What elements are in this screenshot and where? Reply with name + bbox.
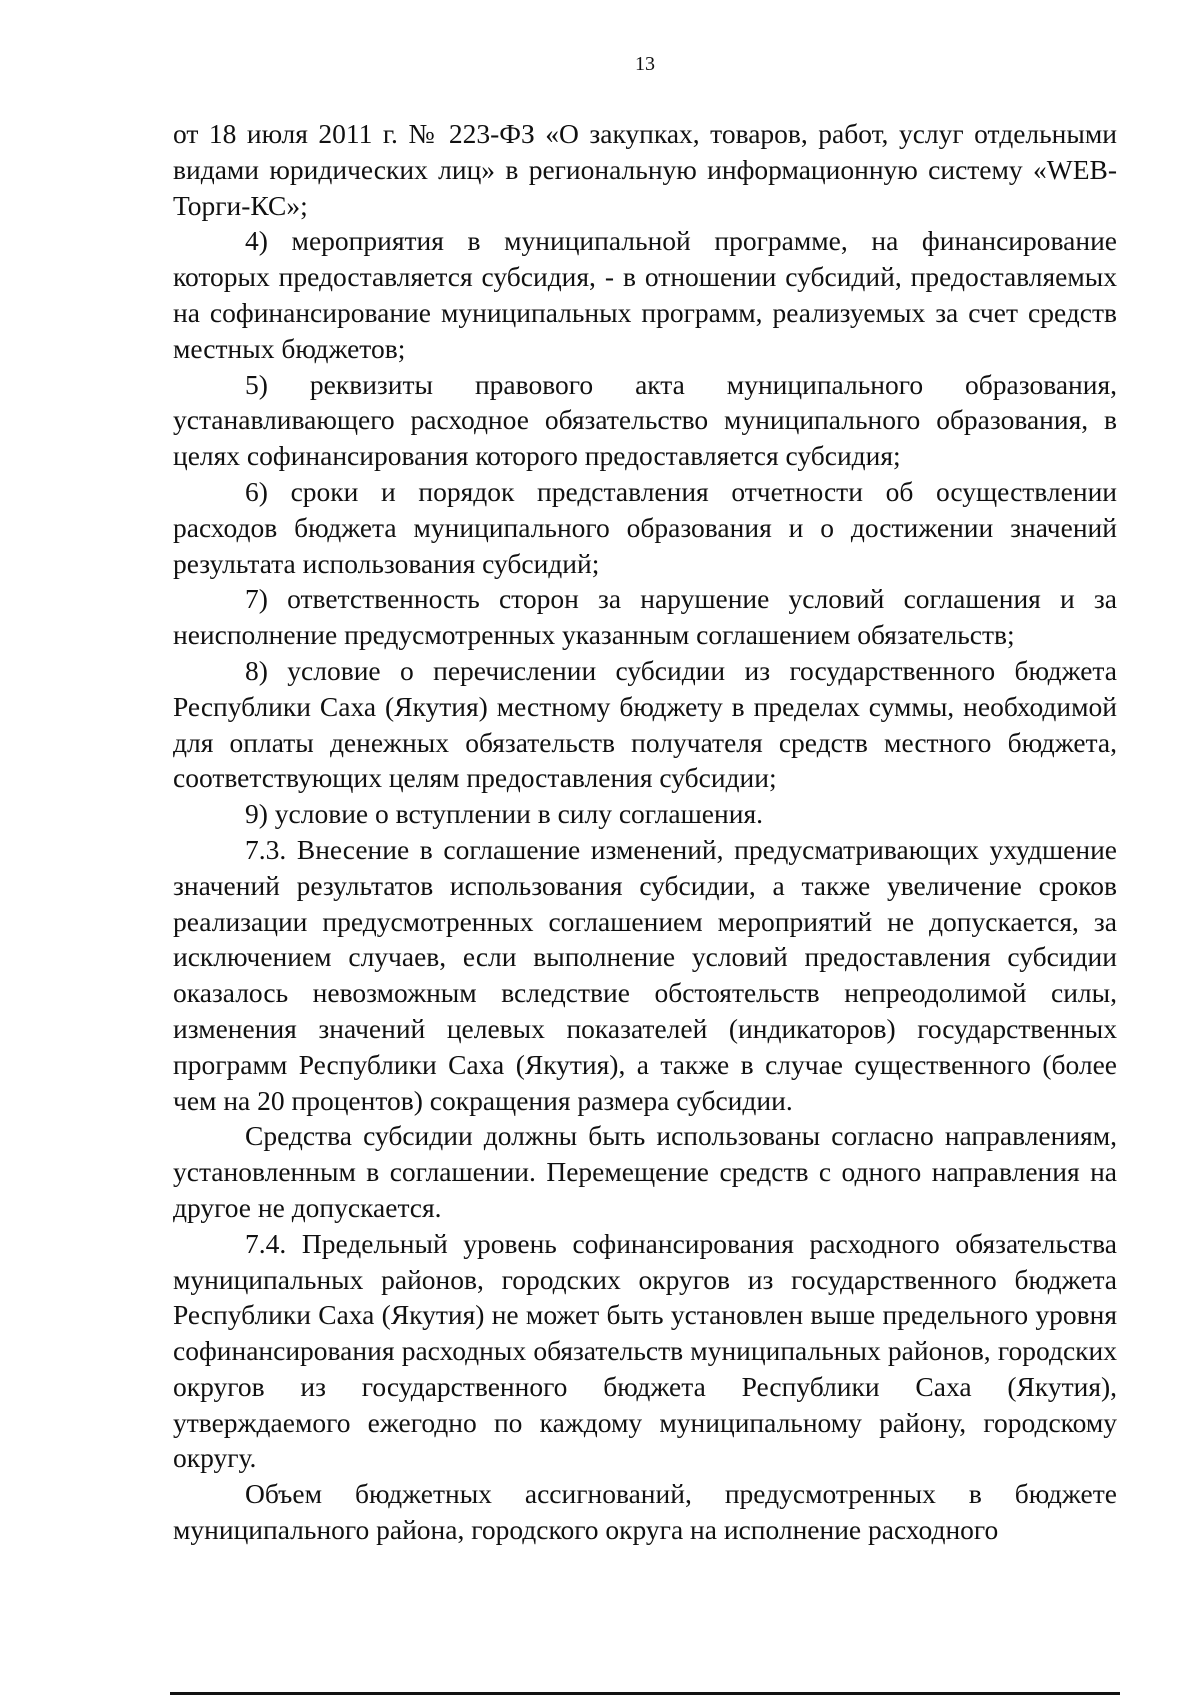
paragraph-subsidy-funds: Средства субсидии должны быть использованы согласно направлениям, установленным в соглашении. Перемещение средств с одного направления на другое не допускается. (173, 1120, 1117, 1223)
paragraph-budget-volume: Объем бюджетных ассигнований, предусмотренных в бюджете муниципального района, городского округа на исполнение расходного (173, 1478, 1117, 1546)
paragraph-item-7: 7) ответственность сторон за нарушение условий соглашения и за неисполнение предусмотренных указанным соглашением обязательств; (173, 583, 1117, 651)
paragraph-continuation: от 18 июля 2011 г. № 223-ФЗ «О закупках, товаров, работ, услуг отдельными видами юридических лиц» в региональную информационную систему «WEB-Торги-КС»; (173, 118, 1117, 221)
document-body (173, 116, 1117, 1548)
page-number: 13 (635, 53, 655, 75)
paragraph-item-6: 6) сроки и порядок представления отчетности об осуществлении расходов бюджета муниципального образования и о достижении значений результата использования субсидий; (173, 475, 1117, 579)
bottom-rule (170, 1692, 1120, 1695)
paragraph-section-7-3: 7.3. Внесение в соглашение изменений, предусматривающих ухудшение значений результатов использования субсидии, а также увеличение сроков реализации предусмотренных соглашением мероприятий не допускается, за исключением случаев, если выполнение условий предоставления субсидии оказалось невозможным вследствие обстоятельств непреодолимой силы, изменения значений целевых показателей (индикаторов) государственных программ Республики Саха (Якутия), а также в случае существенного (более чем на 20 процентов) сокращения размера субсидии. (173, 833, 1117, 1116)
paragraph-section-7-4: 7.4. Предельный уровень софинансирования расходного обязательства муниципальных районов, городских округов из государственного бюджета Республики Саха (Якутия) не может быть установлен выше предельного уровня софинансирования расходных обязательств муниципальных районов, городских округов из государственного бюджета Республики Саха (Якутия), утверждаемого ежегодно по каждому муниципальному району, городскому округу. (173, 1227, 1117, 1474)
paragraph-item-9: 9) условие о вступлении в силу соглашения. (245, 798, 763, 830)
paragraph-item-4: 4) мероприятия в муниципальной программе, на финансирование которых предоставляется субсидия, - в отношении субсидий, предоставляемых на софинансирование муниципальных программ, реализуемых за счет средств местных бюджетов; (173, 225, 1117, 364)
paragraph-item-8: 8) условие о перечислении субсидии из государственного бюджета Республики Саха (Якутия) местному бюджету в пределах суммы, необходимой для оплаты денежных обязательств получателя средств местного бюджета, соответствующих целям предоставления субсидии; (173, 654, 1117, 794)
paragraph-item-5: 5) реквизиты правового акта муниципального образования, устанавливающего расходное обязательство муниципального образования, в целях софинансирования которого предоставляется субсидия; (173, 368, 1117, 472)
